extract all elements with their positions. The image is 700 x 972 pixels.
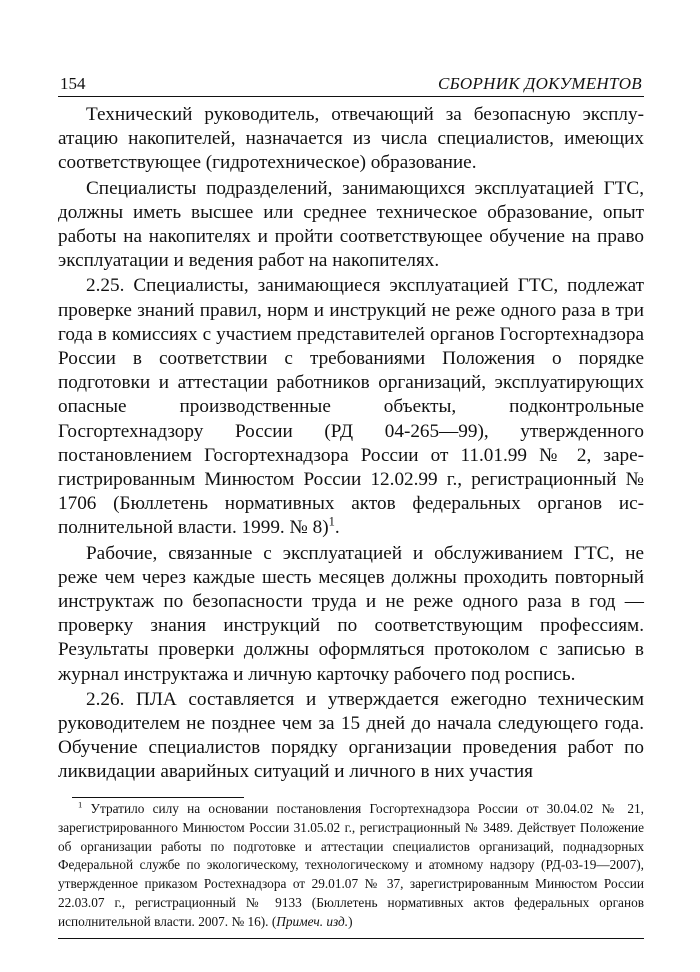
footnote-reference: 1: [328, 515, 335, 530]
paragraph-technical-director: Технический руководитель, отвечающий за безопасную эксплуатацию накопителей, назначается из числа специалистов, имеющих соответствующее (гидротехническое) образование.: [58, 104, 644, 174]
page-number: 154: [60, 74, 86, 93]
paragraph-workers-instruction: Рабочие, связанные с эксплуатацией и обслуживанием ГТС, не реже чем через каждые шесть месяцев должны проходить повторный инструктаж по безопасности труда и не реже одного раза в год — проверку знания инструкций по соответствующим профессиям. Результаты проверки должны оформляться протоколом с записью в журнал инструктажа и личную карточку рабочего под роспись.: [58, 542, 644, 685]
footnote-separator: [72, 797, 244, 798]
footnote: [58, 800, 644, 932]
footnote-text: Утратило силу на основании постановления Госгортехнадзора России от 30.04.02 № 21, зарегистрированного Минюстом России 31.05.02 г., регистрационный № 3489. Действует Положение об организации работы по подготовке и аттестации специалистов организаций, поднадзорных Федеральной службе по экологическому, технологическому и атомному надзору (РД-03-19—2007), утвержденное приказом Ростехнадзора от 29.01.07 № 37, зарегистрированным Минюстом России 22.03.07 г., регистрационный № 9133 (Бюллетень нормативных актов федеральных органов исполнительной власти. 2007. № 16). (: [58, 800, 644, 930]
footnote-editor-note: Примеч. изд.: [276, 914, 349, 930]
footnote-closing: ): [348, 914, 353, 930]
footnote-marker: 1: [78, 799, 83, 810]
body-text: [58, 103, 644, 785]
running-header: [58, 70, 644, 97]
paragraph-2-25: [58, 274, 644, 540]
document-page: [58, 70, 644, 939]
collection-title: СБОРНИК ДОКУМЕНТОВ: [437, 74, 642, 93]
paragraph-2-26: 2.26. ПЛА составляется и утверждается ежегодно техническим руководителем не позднее чем за 15 дней до начала следующего года. Обучение специалистов порядку организации проведения работ по ликвидации аварийных ситуаций и личного в них участия: [58, 688, 644, 783]
paragraph-2-25-text: 2.25. Специалисты, занимающиеся эксплуатацией ГТС, подлежат проверке знаний правил, норм и инструкций не реже одного раза в три года в комиссиях с участием представителей органов Госгортехнадзора России в соответствии с требованиями Положения о порядке подготовки и аттестации работников организаций, эксплуатирующих опасные производственные объекты, подконтрольные Госгортехнадзору России (РД 04-265—99), утвержденного постановлением Госгортехнадзора России от 11.01.99 № 2, зарегистрированным Минюстом России 12.02.99 г., регистрационный № 1706 (Бюллетень нормативных актов федеральных органов исполнительной власти. 1999. № 8): [58, 275, 644, 539]
paragraph-specialists-requirements: Специалисты подразделений, занимающихся эксплуатацией ГТС, должны иметь высшее или среднее техническое образование, опыт работы на накопителях и пройти соответствующее обучение на право эксплуатации и ведения работ на накопителях.: [58, 177, 644, 272]
bottom-rule: [58, 938, 644, 939]
footnote-reference-trailing: .: [334, 517, 340, 539]
